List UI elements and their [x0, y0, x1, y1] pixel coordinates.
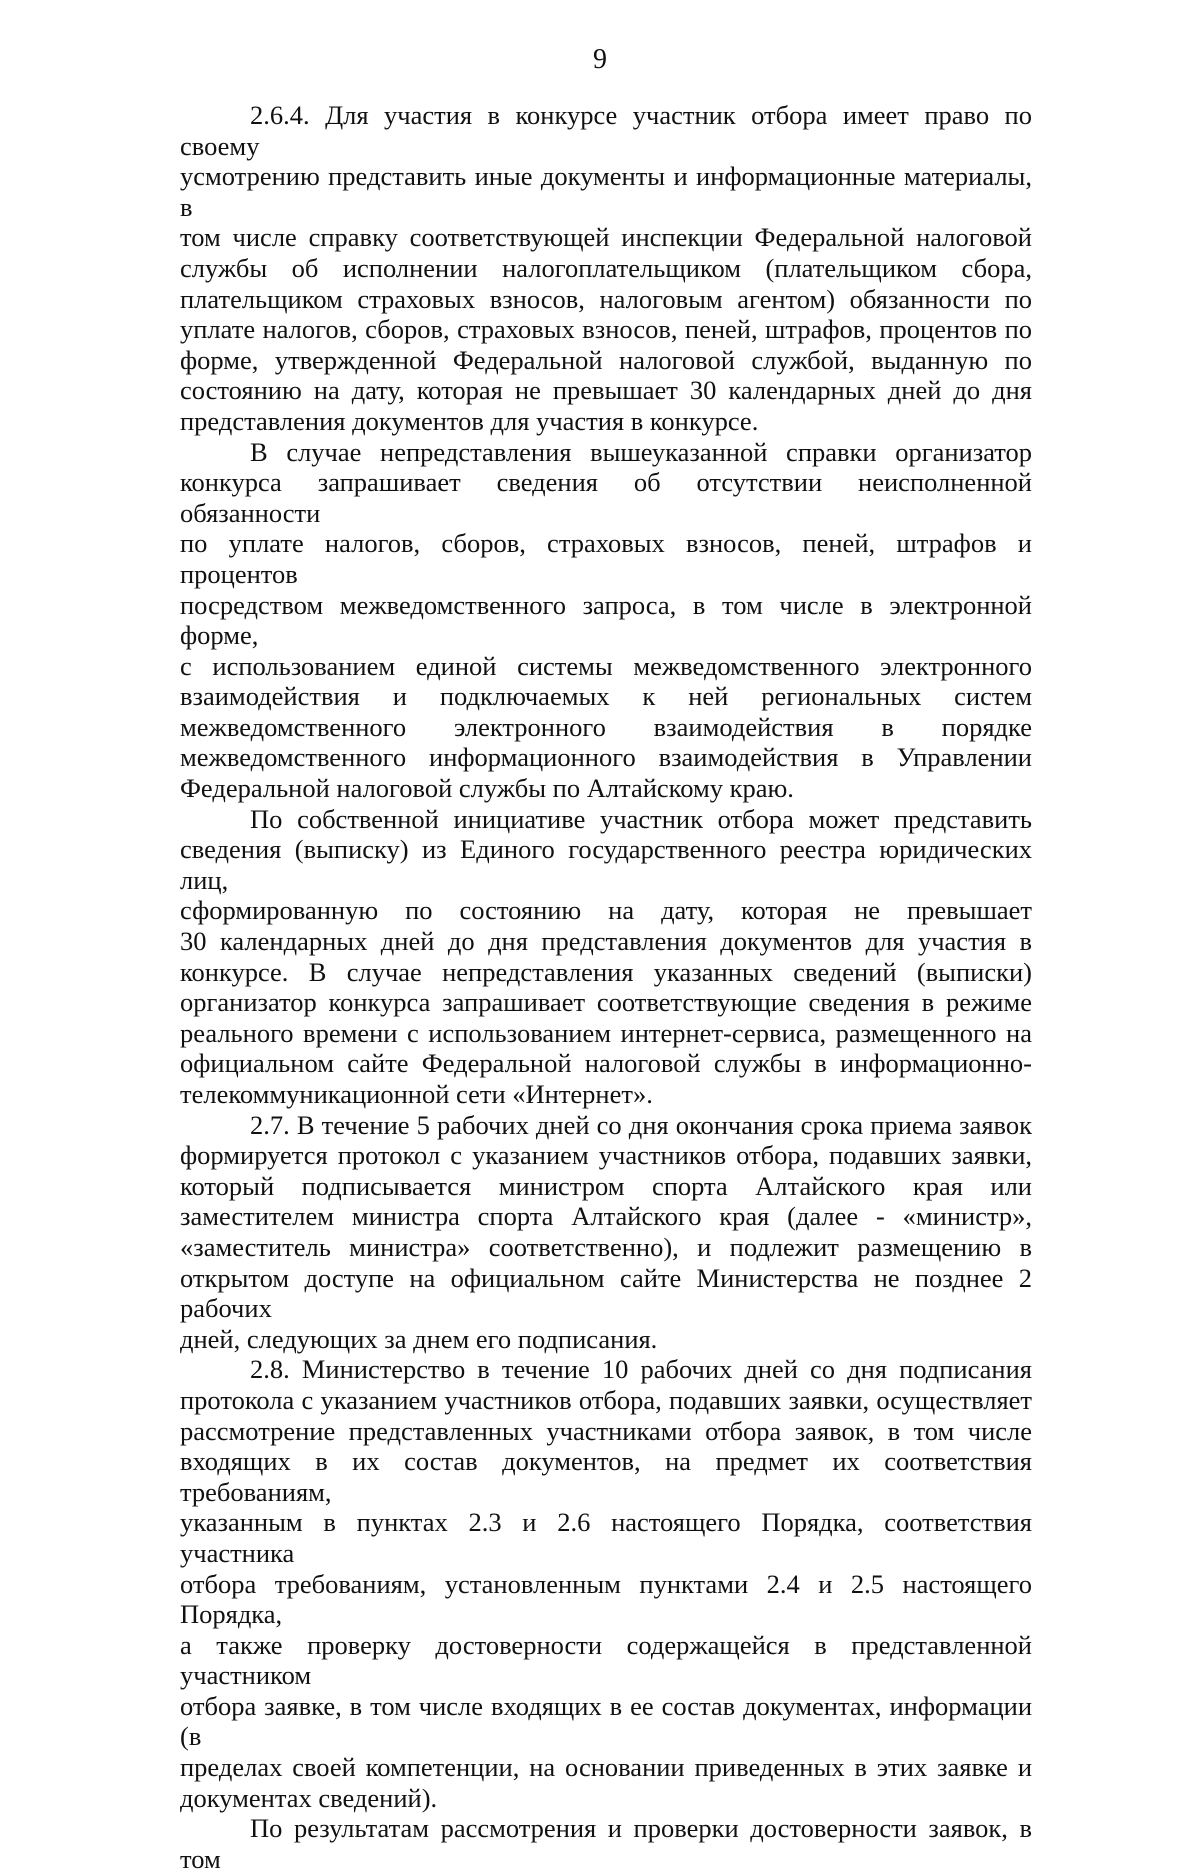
text-line: который подписывается министром спорта Алтайского края или: [180, 1170, 1032, 1201]
text-line: реального времени с использованием интернет-сервиса, размещенного на: [180, 1017, 1032, 1048]
paragraph: [180, 1813, 1032, 1874]
text-line: указанным в пунктах 2.3 и 2.6 настоящего Порядка, соответствия участника: [180, 1507, 1032, 1568]
text-line: сведения (выписку) из Единого государственного реестра юридических лиц,: [180, 834, 1032, 895]
text-line: по уплате налогов, сборов, страховых взносов, пеней, штрафов и процентов: [180, 528, 1032, 589]
text-line: По собственной инициативе участник отбора может представить: [250, 803, 1032, 834]
text-line: официальном сайте Федеральной налоговой службы в информационно-: [180, 1048, 1032, 1079]
text-line: организатор конкурса запрашивает соответствующие сведения в режиме: [180, 987, 1032, 1018]
text-line: открытом доступе на официальном сайте Министерства не позднее 2 рабочих: [180, 1262, 1032, 1324]
text-line: 2.7. В течение 5 рабочих дней со дня окончания срока приема заявок: [250, 1109, 1032, 1140]
text-line: представления документов для участия в конкурсе.: [180, 405, 759, 436]
text-line: уплате налогов, сборов, страховых взносов, пеней, штрафов, процентов по: [180, 314, 1032, 345]
text-line: плательщиком страховых взносов, налоговым агентом) обязанности по: [180, 283, 1032, 314]
text-line: рассмотрение представленных участниками отбора заявок, в том числе: [180, 1415, 1032, 1446]
document-body: [180, 100, 1032, 1874]
text-line: Федеральной налоговой службы по Алтайскому краю.: [180, 773, 794, 804]
text-line: документах сведений).: [180, 1782, 438, 1813]
text-line: с использованием единой системы межведомственного электронного: [180, 650, 1032, 681]
text-line: службы об исполнении налогоплательщиком (плательщиком сбора,: [180, 252, 1032, 283]
paragraph: [180, 1354, 1032, 1813]
text-line: состоянию на дату, которая не превышает 30 календарных дней до дня: [180, 375, 1032, 406]
page-number: 9: [593, 44, 607, 75]
text-line: пределах своей компетенции, на основании приведенных в этих заявке и: [180, 1752, 1032, 1783]
text-line: 2.8. Министерство в течение 10 рабочих дней со дня подписания: [250, 1354, 1032, 1385]
text-line: а также проверку достоверности содержащейся в представленной участником: [180, 1629, 1032, 1691]
text-line: входящих в их состав документов, на предмет их соответствия требованиям,: [180, 1446, 1032, 1507]
text-line: 2.6.4. Для участия в конкурсе участник отбора имеет право по своему: [180, 100, 1032, 161]
text-line: форме, утвержденной Федеральной налоговой службой, выданную по: [180, 344, 1032, 375]
text-line: том числе справку соответствующей инспекции Федеральной налоговой: [180, 222, 1032, 253]
paragraph: [180, 437, 1032, 804]
text-line: усмотрению представить иные документы и информационные материалы, в: [180, 161, 1032, 222]
text-line: взаимодействия и подключаемых к ней региональных систем: [180, 681, 1032, 712]
text-line: межведомственного информационного взаимодействия в Управлении: [180, 742, 1032, 773]
text-line: дней, следующих за днем его подписания.: [180, 1323, 658, 1354]
text-line: «заместитель министра» соответственно), и подлежит размещению в: [180, 1231, 1032, 1262]
text-line: отбора требованиям, установленным пунктами 2.4 и 2.5 настоящего Порядка,: [180, 1568, 1032, 1630]
text-line: формируется протокол с указанием участников отбора, подавших заявки,: [180, 1140, 1032, 1171]
paragraph: [180, 1110, 1032, 1355]
text-line: посредством межведомственного запроса, в том числе в электронной форме,: [180, 589, 1032, 651]
text-line: В случае непредставления вышеуказанной справки организатор: [250, 436, 1032, 467]
text-line: межведомственного электронного взаимодействия в порядке: [180, 711, 1032, 742]
text-line: сформированную по состоянию на дату, которая не превышает: [180, 895, 1032, 926]
text-line: По результатам рассмотрения и проверки достоверности заявок, в том: [180, 1813, 1032, 1874]
paragraph: [180, 100, 1032, 437]
text-line: конкурсе. В случае непредставления указанных сведений (выписки): [180, 956, 1032, 987]
text-line: отбора заявке, в том числе входящих в ее состав документах, информации (в: [180, 1690, 1032, 1752]
text-line: протокола с указанием участников отбора, подавших заявки, осуществляет: [180, 1384, 1032, 1415]
text-line: конкурса запрашивает сведения об отсутствии неисполненной обязанности: [180, 467, 1032, 528]
text-line: 30 календарных дней до дня представления документов для участия в: [180, 926, 1032, 957]
text-line: телекоммуникационной сети «Интернет».: [180, 1079, 653, 1109]
paragraph: [180, 804, 1032, 1110]
text-line: заместителем министра спорта Алтайского края (далее - «министр»,: [180, 1201, 1032, 1232]
